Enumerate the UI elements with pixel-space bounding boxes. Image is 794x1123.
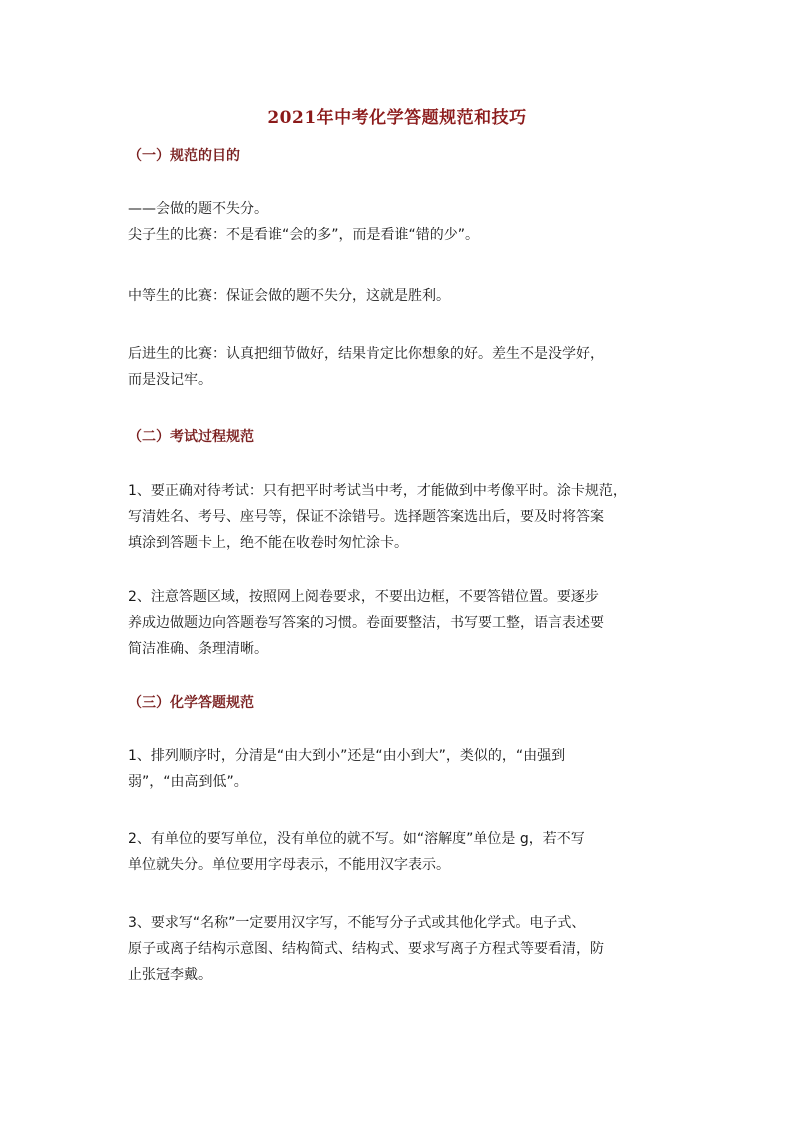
paragraph-line: 中等生的比赛：保证会做的题不失分，这就是胜利。 [128,288,450,304]
section-heading-2: （二）考试过程规范 [128,429,254,445]
paragraph [128,584,668,662]
paragraph-line: 3、要求写“名称”一定要用汉字写，不能写分子式或其他化学式。电子式、 [128,915,586,931]
paragraph-line: 1、排列顺序时，分清是“由大到小”还是“由小到大”，类似的，“由强到 [128,748,566,764]
paragraph-line: 简洁准确、条理清晰。 [128,641,268,657]
paragraph-line: 后进生的比赛：认真把细节做好，结果肯定比你想象的好。差生不是没学好， [128,346,604,362]
paragraph [128,283,668,309]
paragraph-line: 1、要正确对待考试：只有把平时考试当中考，才能做到中考像平时。涂卡规范， [128,483,627,499]
paragraph [128,341,668,393]
section-heading-1: （一）规范的目的 [128,148,240,164]
paragraph-line: ——会做的题不失分。 [128,201,268,217]
paragraph-line: 写清姓名、考号、座号等，保证不涂错号。选择题答案选出后，要及时将答案 [128,509,604,525]
paragraph-line: 填涂到答题卡上，绝不能在收卷时匆忙涂卡。 [128,535,408,551]
paragraph [128,478,668,556]
paragraph-line: 止张冠李戴。 [128,967,212,983]
section-heading-3: （三）化学答题规范 [128,695,254,711]
paragraph [128,196,668,248]
paragraph [128,743,668,795]
paragraph-line: 养成边做题边向答题卷写答案的习惯。卷面要整洁，书写要工整，语言表述要 [128,615,604,631]
paragraph [128,910,668,988]
paragraph-line: 而是没记牢。 [128,372,212,388]
paragraph [128,826,668,878]
paragraph-line: 2、有单位的要写单位，没有单位的就不写。如“溶解度”单位是 g，若不写 [128,831,585,847]
paragraph-line: 原子或离子结构示意图、结构简式、结构式、要求写离子方程式等要看清，防 [128,941,604,957]
paragraph-line: 尖子生的比赛：不是看谁“会的多”，而是看谁“错的少”。 [128,227,480,243]
document-title: 2021年中考化学答题规范和技巧 [267,108,527,128]
paragraph-line: 2、注意答题区域，按照网上阅卷要求，不要出边框，不要答错位置。要逐步 [128,589,599,605]
paragraph-line: 弱”，“由高到低”。 [128,774,248,790]
paragraph-line: 单位就失分。单位要用字母表示，不能用汉字表示。 [128,857,450,873]
